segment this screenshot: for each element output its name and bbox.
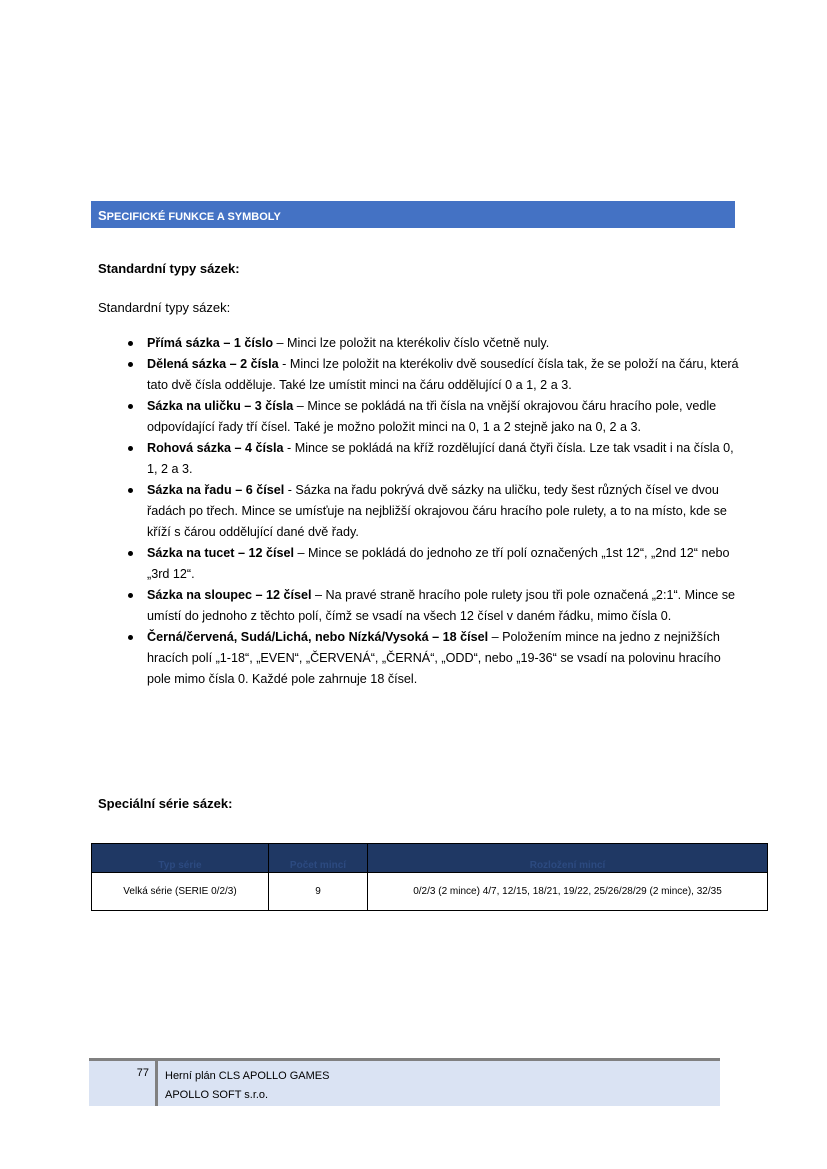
intro-text: Standardní typy sázek: (98, 300, 231, 315)
table-cell: 0/2/3 (2 mince) 4/7, 12/15, 18/21, 19/22, 25/26/28/29 (2 mince), 32/35 (368, 873, 768, 911)
list-item: Sázka na sloupec – 12 čísel – Na pravé straně hracího pole rulety jsou tři pole označená „2:1“. Mince se umístí do jednoho z těchto polí, čímž se vsadí na všech 12 čísel v daném řádku, mimo čísla 0. (147, 585, 747, 627)
section-title (91, 201, 735, 228)
section-title-rest: PECIFICKÉ FUNKCE A SYMBOLY (106, 211, 281, 223)
column-header: Počet mincí (269, 844, 368, 873)
list-item: Sázka na řadu – 6 čísel - Sázka na řadu pokrývá dvě sázky na uličku, tedy šest různých čísel ve dvou řadách po třech. Mince se umísťuje na nejbližší okrajovou čáru hracího pole rulety, a to na místo, kde se kříží s čárou oddělující dané dvě řady. (147, 480, 747, 543)
table-row (92, 873, 768, 911)
footer-divider (155, 1061, 158, 1106)
bet-list (147, 333, 747, 690)
list-item: Černá/červená, Sudá/Lichá, nebo Nízká/Vysoká – 18 čísel – Položením mince na jedno z nejnižších hracích polí „1-18“, „EVEN“, „ČERVENÁ“, „ČERNÁ“, „ODD“, nebo „19-36“ se vsadí na polovinu hracího pole mimo čísla 0. Každé pole zahrnuje 18 čísel. (147, 627, 747, 690)
footer-line1: Herní plán CLS APOLLO GAMES (165, 1070, 330, 1082)
heading-special-series: Speciální série sázek: (98, 796, 233, 811)
table-cell: Velká série (SERIE 0/2/3) (92, 873, 269, 911)
footer-text (165, 1067, 329, 1105)
column-header: Typ série (92, 844, 269, 873)
section-title-initial: S (98, 208, 107, 223)
page-number: 77 (136, 1067, 149, 1079)
footer-line2: APOLLO SOFT s.r.o. (165, 1089, 269, 1101)
page-footer (89, 1058, 720, 1106)
list-item: Přímá sázka – 1 číslo – Minci lze položit na kterékoliv číslo včetně nuly. (147, 333, 747, 354)
column-header: Rozložení mincí (368, 844, 768, 873)
table-header-row (92, 844, 768, 873)
list-item: Rohová sázka – 4 čísla - Mince se pokládá na kříž rozdělující daná čtyři čísla. Lze tak vsadit i na čísla 0, 1, 2 a 3. (147, 438, 747, 480)
list-item: Sázka na tucet – 12 čísel – Mince se pokládá do jednoho ze tří polí označených „1st 12“, „2nd 12“ nebo „3rd 12“. (147, 543, 747, 585)
list-item: Dělená sázka – 2 čísla - Minci lze položit na kterékoliv dvě sousedící čísla tak, že se položí na čáru, která tato dvě čísla odděluje. Také lze umístit minci na čáru oddělující 0 a 1, 2 a 3. (147, 354, 747, 396)
series-table (91, 843, 768, 911)
heading-standard-bets: Standardní typy sázek: (98, 261, 240, 276)
table-cell: 9 (269, 873, 368, 911)
list-item: Sázka na uličku – 3 čísla – Mince se pokládá na tři čísla na vnější okrajovou čáru hracího pole, vedle odpovídající řady tří čísel. Také je možno položit minci na 0, 1 a 2 stejně jako na 0, 2 a 3. (147, 396, 747, 438)
